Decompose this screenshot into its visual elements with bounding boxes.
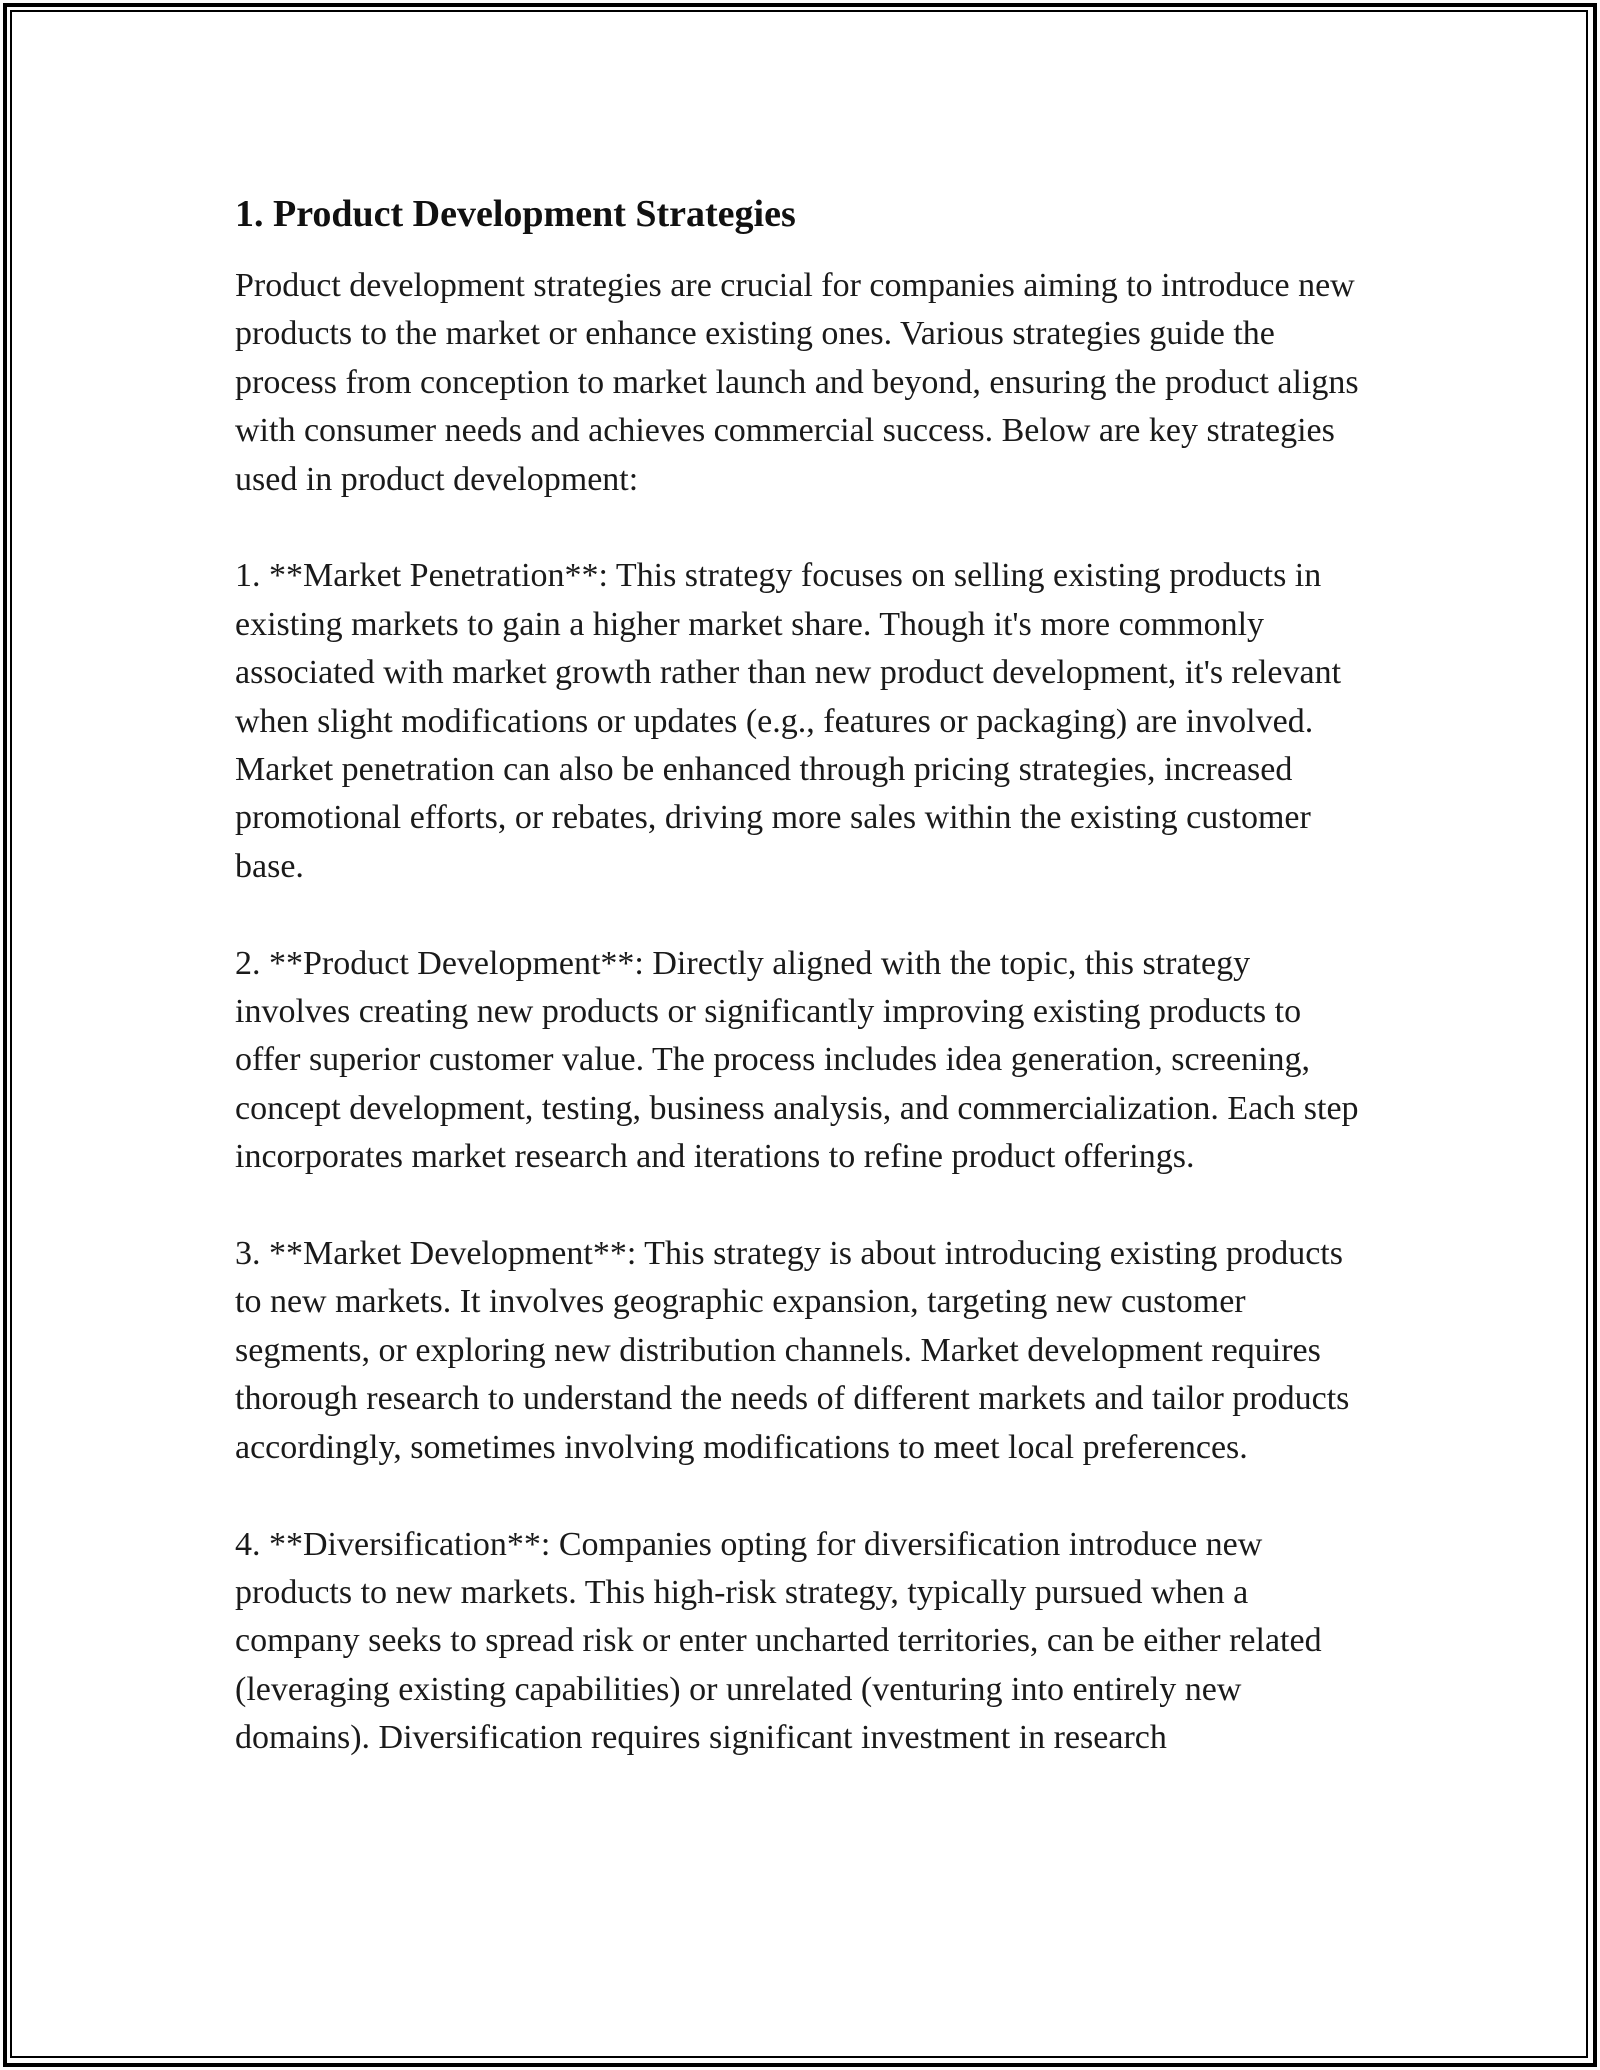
intro-paragraph: Product development strategies are crucial for companies aiming to introduce new products to the market or enhance existing ones. Various strategies guide the process from conception to market launch and beyond, ensuring the product aligns with consumer needs and achieves commercial success. Below are key strategies used in product development: bbox=[235, 267, 1359, 498]
document-body bbox=[235, 186, 1360, 1763]
strategy-market-development: 3. **Market Development**: This strategy is about introducing existing products to new markets. It involves geographic expansion, targeting new customer segments, or exploring new distribution channels. Market development requires thorough research to understand the needs of different markets and tailor products accordingly, sometimes involving modifications to meet local preferences. bbox=[235, 1235, 1350, 1466]
strategy-product-development: 2. **Product Development**: Directly aligned with the topic, this strategy involves creating new products or significantly improving existing products to offer superior customer value. The process includes idea generation, screening, concept development, testing, business analysis, and commercialization. Each step incorporates market research and iterations to refine product offerings. bbox=[235, 944, 1359, 1176]
strategy-market-penetration: 1. **Market Penetration**: This strategy focuses on selling existing products in existing markets to gain a higher market share. Though it's more commonly associated with market growth rather than new product development, it's relevant when slight modifications or updates (e.g., features or packaging) are involved. Market penetration can also be enhanced through pricing strategies, increased promotional efforts, or rebates, driving more sales within the existing customer base. bbox=[235, 557, 1342, 885]
section-heading: 1. Product Development Strategies bbox=[235, 193, 796, 235]
strategy-diversification: 4. **Diversification**: Companies opting for diversification introduce new products to new markets. This high-risk strategy, typically pursued when a company seeks to spread risk or enter uncharted territories, can be either related (leveraging existing capabilities) or unrelated (venturing into entirely new domains). Diversification requires significant investment in research bbox=[235, 1525, 1322, 1757]
